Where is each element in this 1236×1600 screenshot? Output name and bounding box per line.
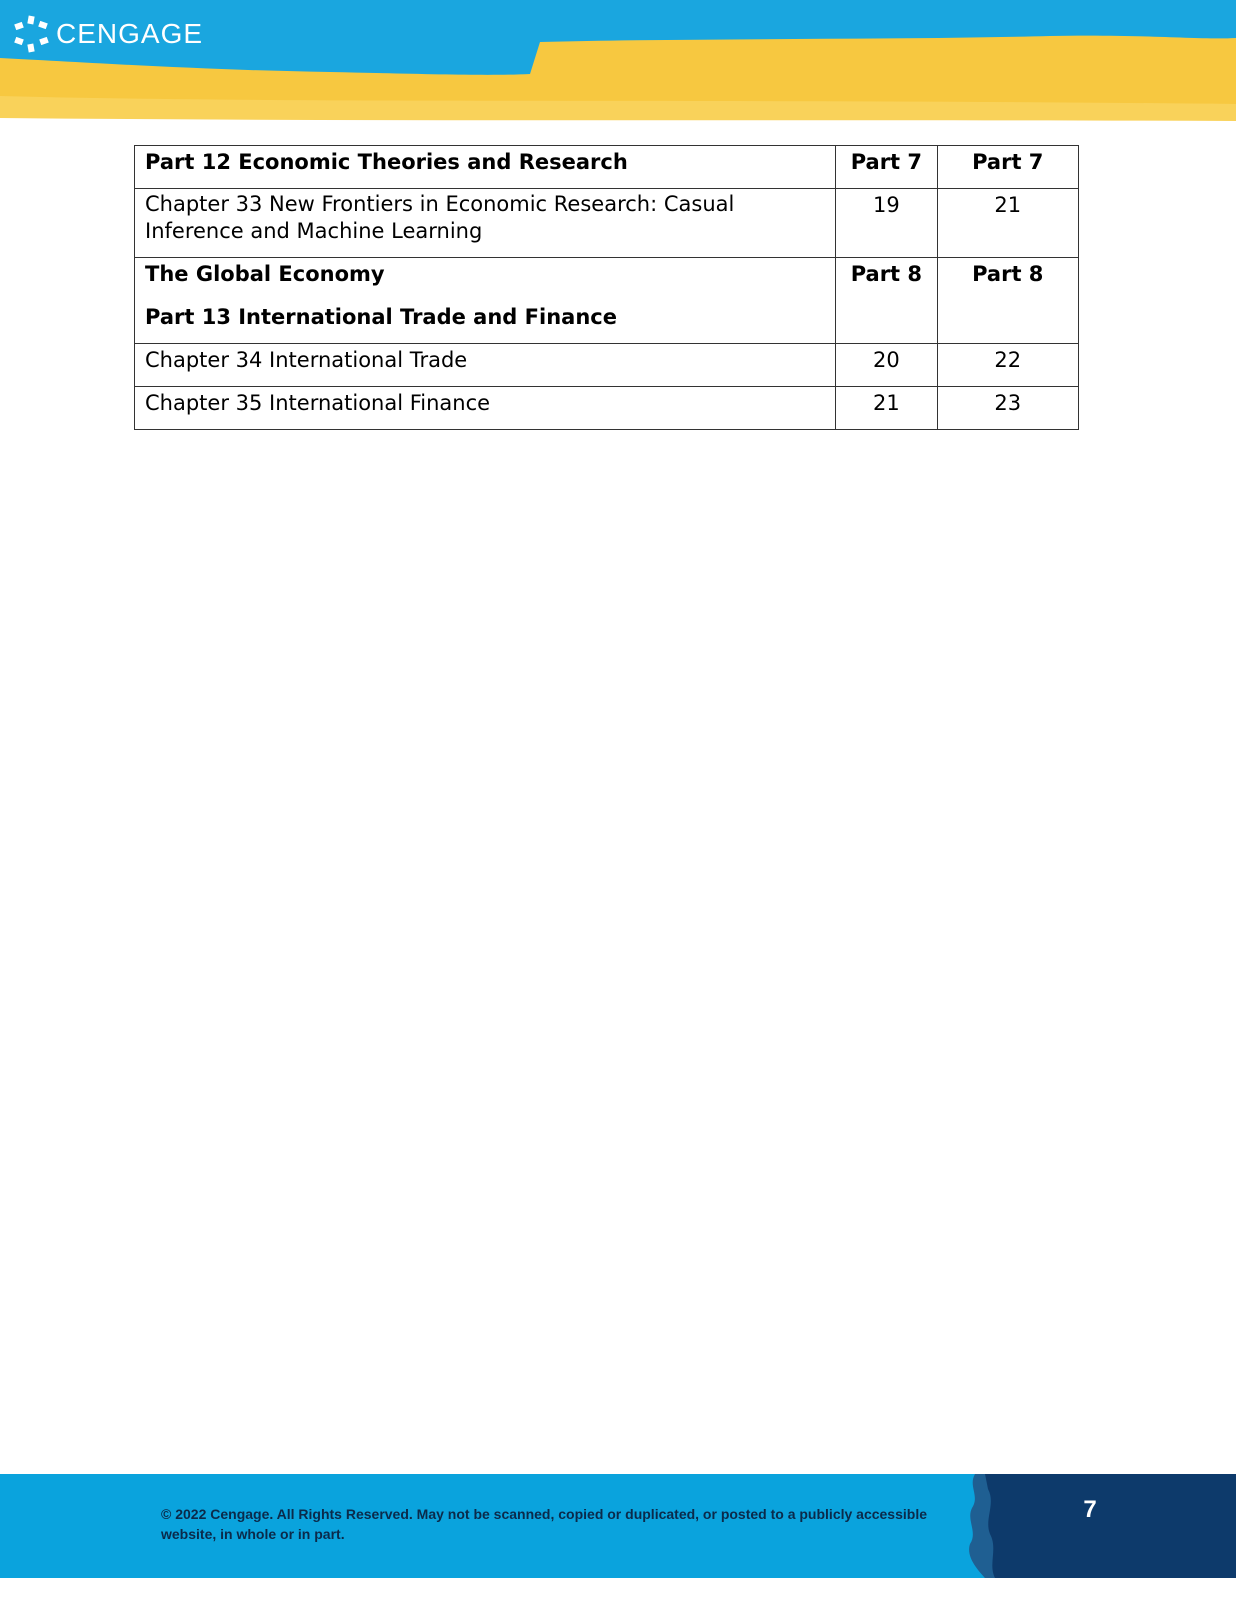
row-title: Chapter 33 New Frontiers in Economic Research: Casual Inference and Machine Learning [135, 189, 836, 258]
row-title: The Global Economy [145, 262, 385, 286]
row-col2: 23 [937, 387, 1078, 430]
table-row [135, 146, 1079, 189]
cengage-logo [10, 14, 203, 54]
table-row [135, 344, 1079, 387]
cengage-wordmark: CENGAGE [56, 18, 204, 49]
header-banner [0, 0, 1236, 124]
footer-banner [0, 1474, 1236, 1578]
correlation-table [134, 145, 1079, 430]
row-title: Chapter 35 International Finance [135, 387, 836, 430]
cengage-logo-icon [10, 14, 52, 54]
row-col1: 21 [836, 387, 937, 430]
row-title: Part 12 Economic Theories and Research [135, 146, 836, 189]
row-col1: Part 7 [836, 146, 937, 189]
row-subtitle: Part 13 International Trade and Finance [145, 305, 617, 329]
row-col2: 22 [937, 344, 1078, 387]
row-title: Chapter 34 International Trade [135, 344, 836, 387]
page-number: 7 [1083, 1496, 1097, 1523]
row-col1: 19 [836, 189, 937, 258]
row-col2: 21 [937, 189, 1078, 258]
row-col2: Part 8 [937, 258, 1078, 344]
row-col1: 20 [836, 344, 937, 387]
row-col2: Part 7 [937, 146, 1078, 189]
table-row [135, 258, 1079, 344]
table-row [135, 387, 1079, 430]
row-col1: Part 8 [836, 258, 937, 344]
copyright-notice: © 2022 Cengage. All Rights Reserved. May not be scanned, copied or duplicated, or posted to a publicly accessible website, in whole or in part. [161, 1506, 928, 1542]
table-row [135, 189, 1079, 258]
row-title-cell [135, 258, 836, 344]
